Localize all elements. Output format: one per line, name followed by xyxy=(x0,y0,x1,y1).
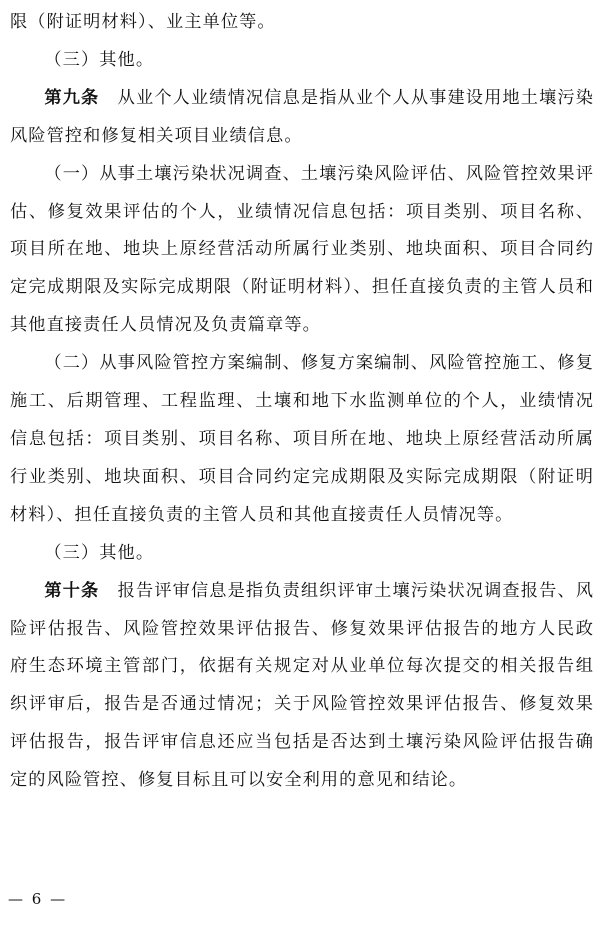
article-heading: 第十条 xyxy=(44,580,100,601)
item-paragraph xyxy=(10,345,594,535)
article-paragraph xyxy=(10,573,594,800)
item-paragraph xyxy=(10,156,594,346)
paragraph-text: （三）其他。 xyxy=(44,49,155,70)
item-paragraph xyxy=(10,42,594,80)
paragraph-text: （一）从事土壤污染状况调查、土壤污染风险评估、风险管控效果评估、修复效果评估的个人，业绩情况信息包括：项目类别、项目名称、项目所在地、地块上原经营活动所属行业类别、地块面积、项目合同约定完成期限及实际完成期限（附证明材料）、担任直接负责的主管人员和其他直接责任人员情况及负责篇章等。 xyxy=(10,163,594,336)
page-number: — 6 — xyxy=(8,890,68,908)
continued-paragraph xyxy=(10,4,594,42)
paragraph-text: 从业个人业绩情况信息是指从业个人从事建设用地土壤污染风险管控和修复相关项目业绩信息。 xyxy=(10,87,594,146)
paragraph-text: 报告评审信息是指负责组织评审土壤污染状况调查报告、风险评估报告、风险管控效果评估报告、修复效果评估报告的地方人民政府生态环境主管部门，依据有关规定对从业单位每次提交的相关报告组织评审后，报告是否通过情况；关于风险管控效果评估报告、修复效果评估报告，报告评审信息还应当包括是否达到土壤污染风险评估报告确定的风险管控、修复目标且可以安全利用的意见和结论。 xyxy=(10,580,594,791)
paragraph-text: 限（附证明材料）、业主单位等。 xyxy=(10,12,276,32)
item-paragraph xyxy=(10,535,594,573)
article-paragraph xyxy=(10,80,594,156)
paragraph-text: （二）从事风险管控方案编制、修复方案编制、风险管控施工、修复施工、后期管理、工程监理、土壤和地下水监测单位的个人，业绩情况信息包括：项目类别、项目名称、项目所在地、地块上原经营活动所属行业类别、地块面积、项目合同约定完成期限及实际完成期限（附证明材料）、担任直接负责的主管人员和其他直接责任人员情况等。 xyxy=(10,353,594,525)
paragraph-text: （三）其他。 xyxy=(44,542,155,563)
article-heading: 第九条 xyxy=(44,87,100,108)
document-body xyxy=(10,4,594,800)
